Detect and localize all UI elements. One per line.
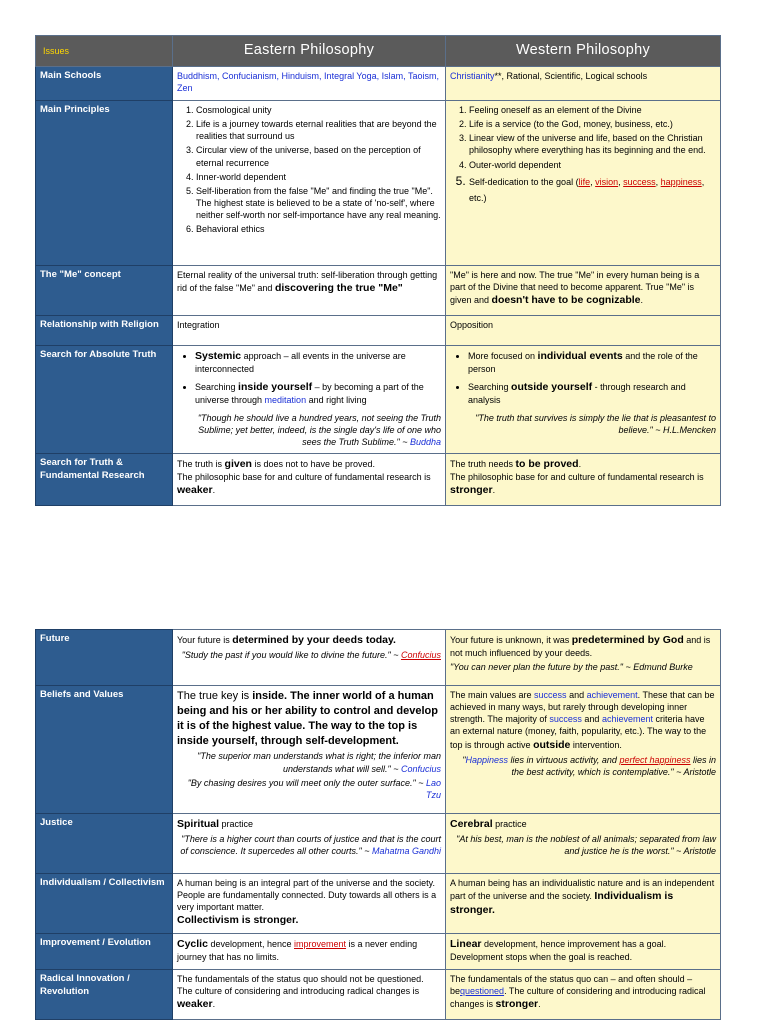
eastern-cell: Cyclic development, hence improvement is a never ending journey that has no limits.	[173, 934, 446, 970]
row-label: Beliefs and Values	[36, 686, 173, 814]
comparison-table-bottom	[35, 629, 721, 1020]
eastern-cell: The true key is inside. The inner world of a human being and his or her ability to control and develop it is of the highest value. The way to the top is inside yourself, through self-development. "The superior man understands what is right; the inferior man understands what will sell." ~ Confucius "By chasing desires you will meet only the outer surface." ~ Lao Tzu	[173, 686, 446, 814]
row-label: Justice	[36, 814, 173, 874]
row-label: Search for Absolute Truth	[36, 346, 173, 454]
table-row	[36, 454, 721, 506]
row-label: The "Me" concept	[36, 266, 173, 316]
list-item: • Searching inside yourself – by becoming a part of the universe through meditation and right living	[195, 380, 441, 406]
list-item: • More focused on individual events and the role of the person	[468, 349, 716, 375]
row-label: Radical Innovation / Revolution	[36, 970, 173, 1020]
eastern-cell: Spiritual practice "There is a higher court than courts of justice and that is the court of conscience. It supercedes all other courts." ~ Mahatma Gandhi	[173, 814, 446, 874]
list-item: 2. Life is a journey towards eternal realities that are beyond the realities that surround us	[196, 118, 441, 142]
eastern-absolute-list	[177, 349, 441, 407]
eastern-cell: The truth is given is does not to have be proved. The philosophic base for and culture of fundamental research is weaker.	[173, 454, 446, 506]
western-cell: The fundamentals of the status quo can – and often should – bequestioned. The culture of considering and introducing radical changes is stronger.	[446, 970, 721, 1020]
western-cell: The main values are success and achievement. These that can be achieved in many ways, but rarely through developing inner strength. The majority of success and achievement criteria have an external nature (money, faith, popularity, etc.). The way to the top is through active outside intervention. "Happiness lies in virtuous activity, and perfect happiness lies in the best activity, which is contemplative." ~ Aristotle	[446, 686, 721, 814]
eastern-cell: The fundamentals of the status quo should not be questioned. The culture of considering and introducing radical changes is weaker.	[173, 970, 446, 1020]
table-row	[36, 316, 721, 346]
western-cell: The truth needs to be proved. The philosophic base for and culture of fundamental research is stronger.	[446, 454, 721, 506]
comparison-table-top	[35, 35, 721, 506]
eastern-cell: Integration	[173, 316, 446, 346]
western-cell: A human being has an individualistic nature and is an independent part of the universe and the society. Individualism is stronger.	[446, 874, 721, 934]
table-row	[36, 67, 721, 101]
western-header: Western Philosophy	[446, 36, 721, 67]
list-item: • Systemic approach – all events in the universe are interconnected	[195, 349, 441, 375]
eastern-cell	[173, 346, 446, 454]
table-row	[36, 934, 721, 970]
table-header-row	[36, 36, 721, 67]
eastern-principles-list	[177, 104, 441, 235]
western-cell	[446, 101, 721, 266]
eastern-cell: A human being is an integral part of the universe and the society. People are fundamentally connected. Duty towards all others is a very important matter. Collectivism is stronger.	[173, 874, 446, 934]
western-cell: Linear development, hence improvement has a goal. Development stops when the goal is reached.	[446, 934, 721, 970]
row-label: Future	[36, 630, 173, 686]
list-item: 4. Outer-world dependent	[469, 159, 716, 171]
mencken-quote: "The truth that survives is simply the lie that is pleasantest to believe." ~ H.L.Mencken	[475, 412, 716, 435]
schools-east: Buddhism, Confucianism, Hinduism, Integral Yoga, Islam, Taoism, Zen	[177, 71, 439, 94]
table-row	[36, 101, 721, 266]
western-cell: Your future is unknown, it was predetermined by God and is not much influenced by your deeds. "You can never plan the future by the past." ~ Edmund Burke	[446, 630, 721, 686]
list-item: 1. Feeling oneself as an element of the Divine	[469, 104, 716, 116]
table-row	[36, 686, 721, 814]
list-item: • Searching outside yourself - through research and analysis	[468, 380, 716, 406]
table-row	[36, 346, 721, 454]
list-item: 4. Inner-world dependent	[196, 171, 441, 183]
schools-west: **, Rational, Scientific, Logical schools	[494, 71, 648, 81]
eastern-header: Eastern Philosophy	[173, 36, 446, 67]
list-item: 3. Circular view of the universe, based on the perception of eternal recurrence	[196, 144, 441, 168]
western-cell	[446, 67, 721, 101]
christianity-link: Christianity	[450, 71, 495, 81]
list-item: 3. Linear view of the universe and life, based on the Christian philosophy where everything has its beginning and the end.	[469, 132, 716, 156]
row-label: Search for Truth & Fundamental Research	[36, 454, 173, 506]
western-cell: Opposition	[446, 316, 721, 346]
list-item: 6. Behavioral ethics	[196, 223, 441, 235]
eastern-cell	[173, 101, 446, 266]
western-cell: Cerebral practice "At his best, man is the noblest of all animals; separated from law and justice he is the worst." ~ Aristotle	[446, 814, 721, 874]
table-row	[36, 970, 721, 1020]
row-label: Main Schools	[36, 67, 173, 101]
list-item: 5. Self-dedication to the goal (life, vision, success, happiness, etc.)	[469, 173, 716, 205]
western-principles-list	[450, 104, 716, 205]
list-item: 2. Life is a service (to the God, money, business, etc.)	[469, 118, 716, 130]
row-label: Main Principles	[36, 101, 173, 266]
eastern-cell	[173, 67, 446, 101]
western-absolute-list	[450, 349, 716, 407]
row-label: Relationship with Religion	[36, 316, 173, 346]
list-item: 1. Cosmological unity	[196, 104, 441, 116]
eastern-cell: Your future is determined by your deeds today. "Study the past if you would like to divine the future." ~ Confucius	[173, 630, 446, 686]
western-cell	[446, 346, 721, 454]
table-row	[36, 874, 721, 934]
table-row	[36, 266, 721, 316]
list-item: 5. Self-liberation from the false "Me" and finding the true "Me". The highest state is believed to be a state of 'no-self', where neither self-worth nor self-importance have any real meaning.	[196, 185, 441, 221]
row-label: Individualism / Collectivism	[36, 874, 173, 934]
table-row	[36, 630, 721, 686]
row-label: Improvement / Evolution	[36, 934, 173, 970]
table-row	[36, 814, 721, 874]
eastern-cell: Eternal reality of the universal truth: self-liberation through getting rid of the false "Me" and discovering the true "Me"	[173, 266, 446, 316]
buddha-quote: "Though he should live a hundred years, not seeing the Truth Sublime; yet better, indeed, is the single day's life of one who sees the Truth Sublime." ~ Buddha	[197, 412, 441, 447]
issues-header: Issues	[36, 36, 173, 67]
western-cell: "Me" is here and now. The true "Me" in every human being is a part of the Divine that need to become apparent. True "Me" is given and doesn't have to be cognizable.	[446, 266, 721, 316]
